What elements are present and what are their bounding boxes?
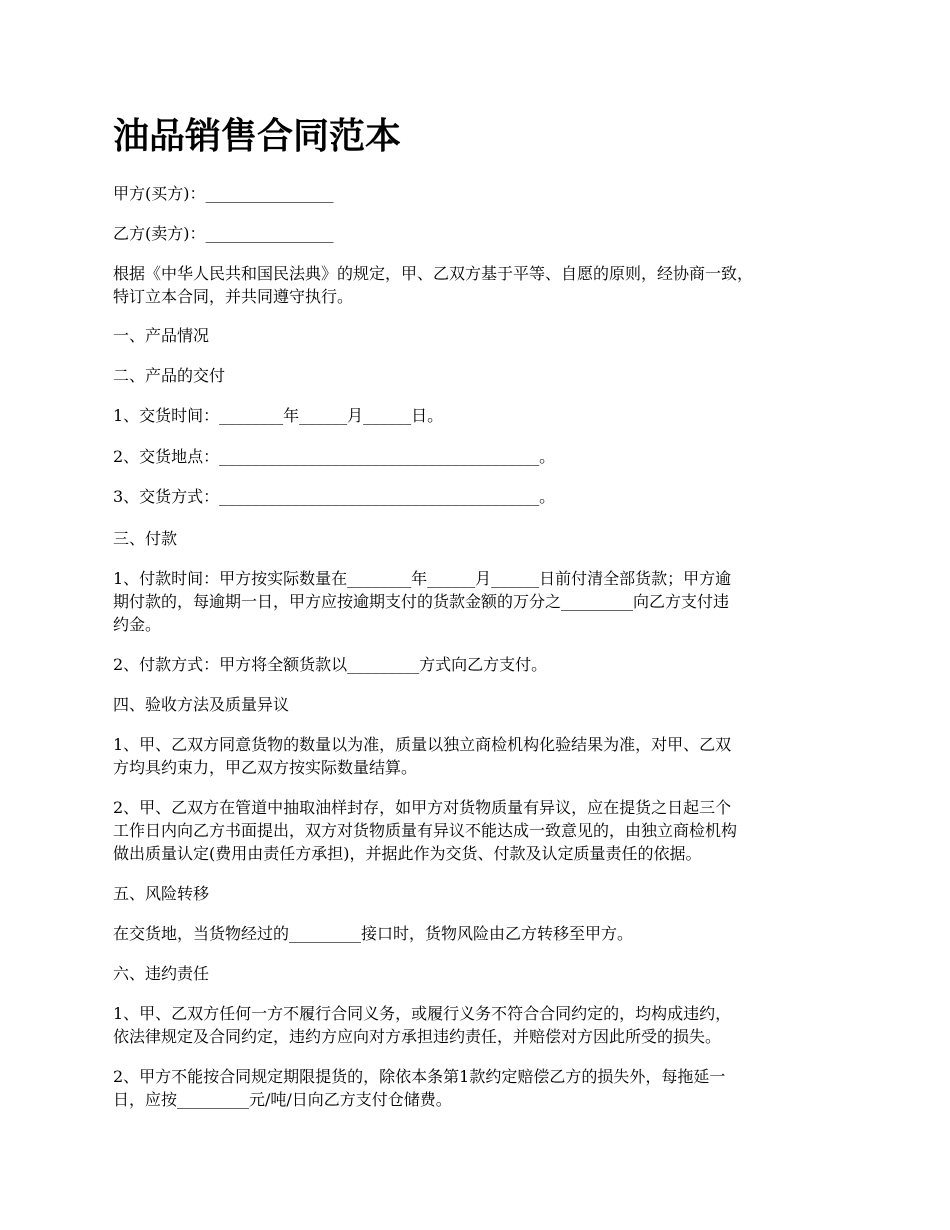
- inspection-clause-1-line-2: 方均具约束力，甲乙双方按实际数量结算。: [113, 758, 418, 777]
- party-a-line: 甲方(买方)：________________: [113, 184, 334, 203]
- risk-transfer-line: 在交货地，当货物经过的_________接口时，货物风险由乙方转移至甲方。: [113, 924, 634, 943]
- payment-time-line-2: 期付款的，每逾期一日，甲方应按逾期支付的货款金额的万分之_________向乙方支付违: [113, 592, 730, 611]
- inspection-clause-2-line-1: 2、甲、乙双方在管道中抽取油样封存，如甲方对货物质量有异议，应在提货之日起三个: [113, 798, 732, 817]
- inspection-clause-1-line-1: 1、甲、乙双方同意货物的数量以为准，质量以独立商检机构化验结果为准，对甲、乙双: [113, 735, 732, 754]
- payment-method-line: 2、付款方式：甲方将全额货款以_________方式向乙方支付。: [113, 655, 548, 674]
- party-b-line: 乙方(卖方)：________________: [113, 224, 334, 243]
- delivery-place-line: 2、交货地点：________________________________________。: [113, 447, 556, 466]
- payment-time-line-1: 1、付款时间：甲方按实际数量在________年______月______日前付清全部货款；甲方逾: [113, 569, 732, 588]
- section-heading: 五、风险转移: [113, 884, 210, 903]
- section-heading: 三、付款: [113, 529, 178, 548]
- liability-clause-1-line-1: 1、甲、乙双方任何一方不履行合同义务，或履行义务不符合合同约定的，均构成违约，: [113, 1004, 732, 1023]
- section-heading: 二、产品的交付: [113, 366, 226, 385]
- preamble-line-1: 根据《中华人民共和国民法典》的规定，甲、乙双方基于平等、自愿的原则，经协商一致，: [113, 264, 754, 283]
- preamble-line-2: 特订立本合同，并共同遵守执行。: [113, 287, 354, 306]
- section-heading: 一、产品情况: [113, 326, 210, 345]
- section-heading: 六、违约责任: [113, 964, 210, 983]
- inspection-clause-2-line-3: 做出质量认定(费用由责任方承担)，并据此作为交货、付款及认定质量责任的依据。: [113, 844, 702, 863]
- delivery-time-line: 1、交货时间：________年______月______日。: [113, 406, 444, 425]
- liability-clause-2-line-1: 2、甲方不能按合同规定期限提货的，除依本条第1款约定赔偿乙方的损失外，每拖延一: [113, 1067, 726, 1086]
- delivery-method-line: 3、交货方式：________________________________________。: [113, 487, 556, 506]
- liability-clause-2-line-2: 日，应按_________元/吨/日向乙方支付仓储费。: [113, 1090, 452, 1109]
- payment-time-line-3: 约金。: [113, 615, 162, 634]
- inspection-clause-2-line-2: 工作日内向乙方书面提出，双方对货物质量有异议不能达成一致意见的，由独立商检机构: [113, 821, 738, 840]
- section-heading: 四、验收方法及质量异议: [113, 695, 290, 714]
- liability-clause-1-line-2: 依法律规定及合同约定，违约方应向对方承担违约责任，并赔偿对方因此所受的损失。: [113, 1027, 722, 1046]
- document-title: 油品销售合同范本: [113, 116, 402, 157]
